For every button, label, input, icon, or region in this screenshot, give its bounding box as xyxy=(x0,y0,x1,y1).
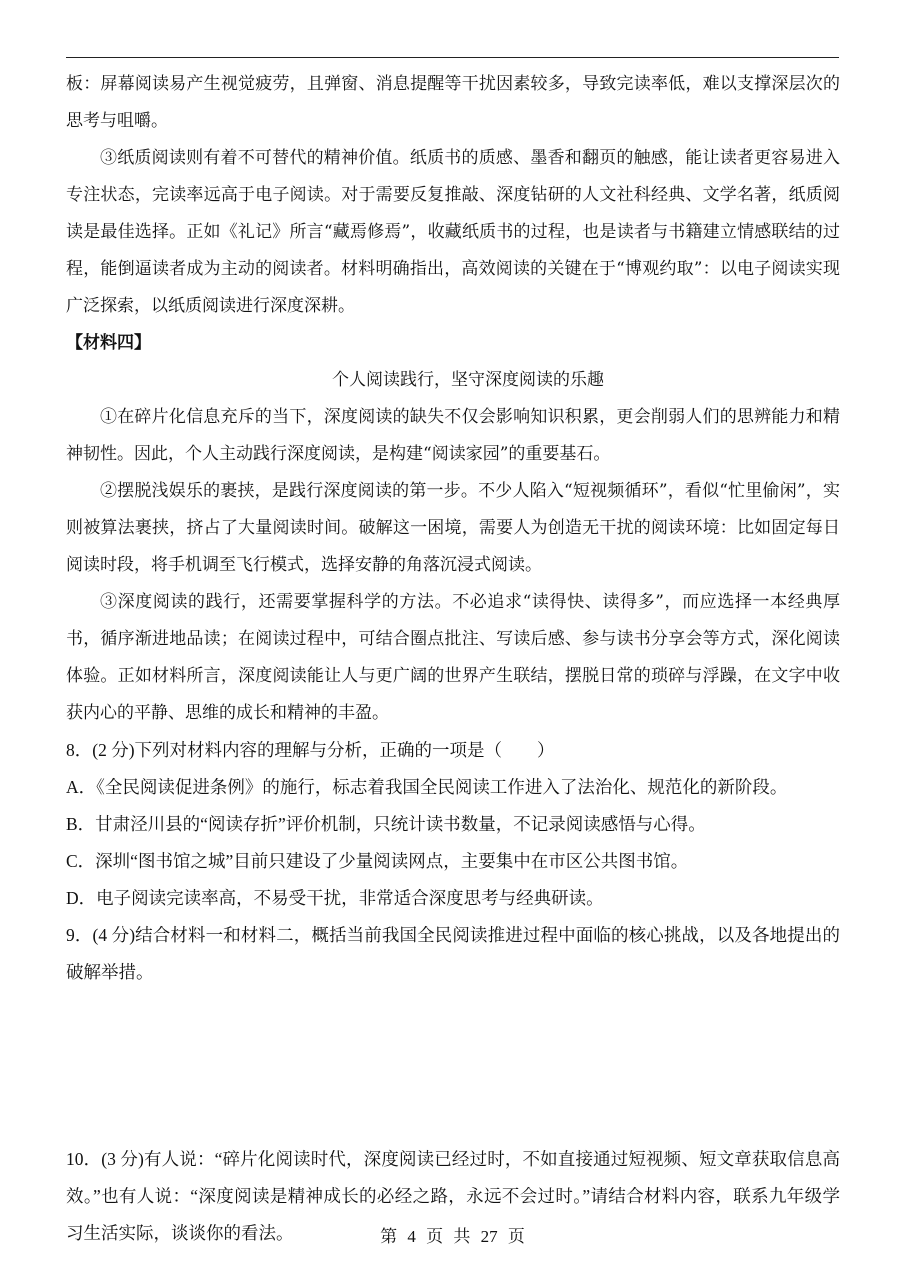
question-8-option-d: D．电子阅读完读率高，不易受干扰，非常适合深度思考与经典研读。 xyxy=(66,888,604,908)
material-four-title: 个人阅读践行，坚守深度阅读的乐趣 xyxy=(332,370,604,390)
question-9-stem: 9．(4 分)结合材料一和材料二，概括当前我国全民阅读推进过程中面临的核心挑战，以及各地提出的破解举措。 xyxy=(66,925,840,982)
material-four-paragraph-1: ①在碎片化信息充斥的当下，深度阅读的缺失不仅会影响知识积累，更会削弱人们的思辨能力和精神韧性。因此，个人主动践行深度阅读，是构建“阅读家园”的重要基石。 xyxy=(66,407,840,464)
header-rule xyxy=(66,57,839,58)
material-four-paragraph-2: ②摆脱浅娱乐的裹挟，是践行深度阅读的第一步。不少人陷入“短视频循环”，看似“忙里偷闲”，实则被算法裹挟，挤占了大量阅读时间。破解这一困境，需要人为创造无干扰的阅读环境：比如固定每日阅读时段，将手机调至飞行模式，选择安静的角落沉浸式阅读。 xyxy=(66,481,840,575)
question-8-stem: 8．(2 分)下列对材料内容的理解与分析，正确的一项是（ ） xyxy=(66,740,555,760)
page-content xyxy=(66,66,840,1252)
paragraph-continuation: 板：屏幕阅读易产生视觉疲劳，且弹窗、消息提醒等干扰因素较多，导致完读率低，难以支撑深层次的思考与咀嚼。 xyxy=(66,74,840,131)
material-four-label: 【材料四】 xyxy=(66,333,151,353)
question-8-option-b: B．甘肃泾川县的“阅读存折”评价机制，只统计读书数量，不记录阅读感悟与心得。 xyxy=(66,814,706,834)
material-four-paragraph-3: ③深度阅读的践行，还需要掌握科学的方法。不必追求“读得快、读得多”，而应选择一本经典厚书，循序渐进地品读；在阅读过程中，可结合圈点批注、写读后感、参与读书分享会等方式，深化阅读体验。正如材料所言，深度阅读能让人与更广阔的世界产生联结，摆脱日常的琐碎与浮躁，在文字中收获内心的平静、思维的成长和精神的丰盈。 xyxy=(66,592,840,723)
question-8-option-c: C．深圳“图书馆之城”目前只建设了少量阅读网点，主要集中在市区公共图书馆。 xyxy=(66,851,689,871)
question-9-answer-space[interactable] xyxy=(66,991,840,1141)
question-8-option-a: A．《全民阅读促进条例》的施行，标志着我国全民阅读工作进入了法治化、规范化的新阶段。 xyxy=(66,777,788,797)
page-number: 第 4 页 共 27 页 xyxy=(380,1227,525,1246)
question-10-stem: 10．(3 分)有人说：“碎片化阅读时代，深度阅读已经过时，不如直接通过短视频、短文章获取信息高效。”也有人说：“深度阅读是精神成长的必经之路，永远不会过时。”请结合材料内容，联系九年级学习生活实际，谈谈你的看法。 xyxy=(66,1149,840,1243)
paragraph-paper-reading: ③纸质阅读则有着不可替代的精神价值。纸质书的质感、墨香和翻页的触感，能让读者更容易进入专注状态，完读率远高于电子阅读。对于需要反复推敲、深度钻研的人文社科经典、文学名著，纸质阅读是最佳选择。正如《礼记》所言“藏焉修焉”，收藏纸质书的过程，也是读者与书籍建立情感联结的过程，能倒逼读者成为主动的阅读者。材料明确指出，高效阅读的关键在于“博观约取”：以电子阅读实现广泛探索，以纸质阅读进行深度深耕。 xyxy=(66,148,840,316)
